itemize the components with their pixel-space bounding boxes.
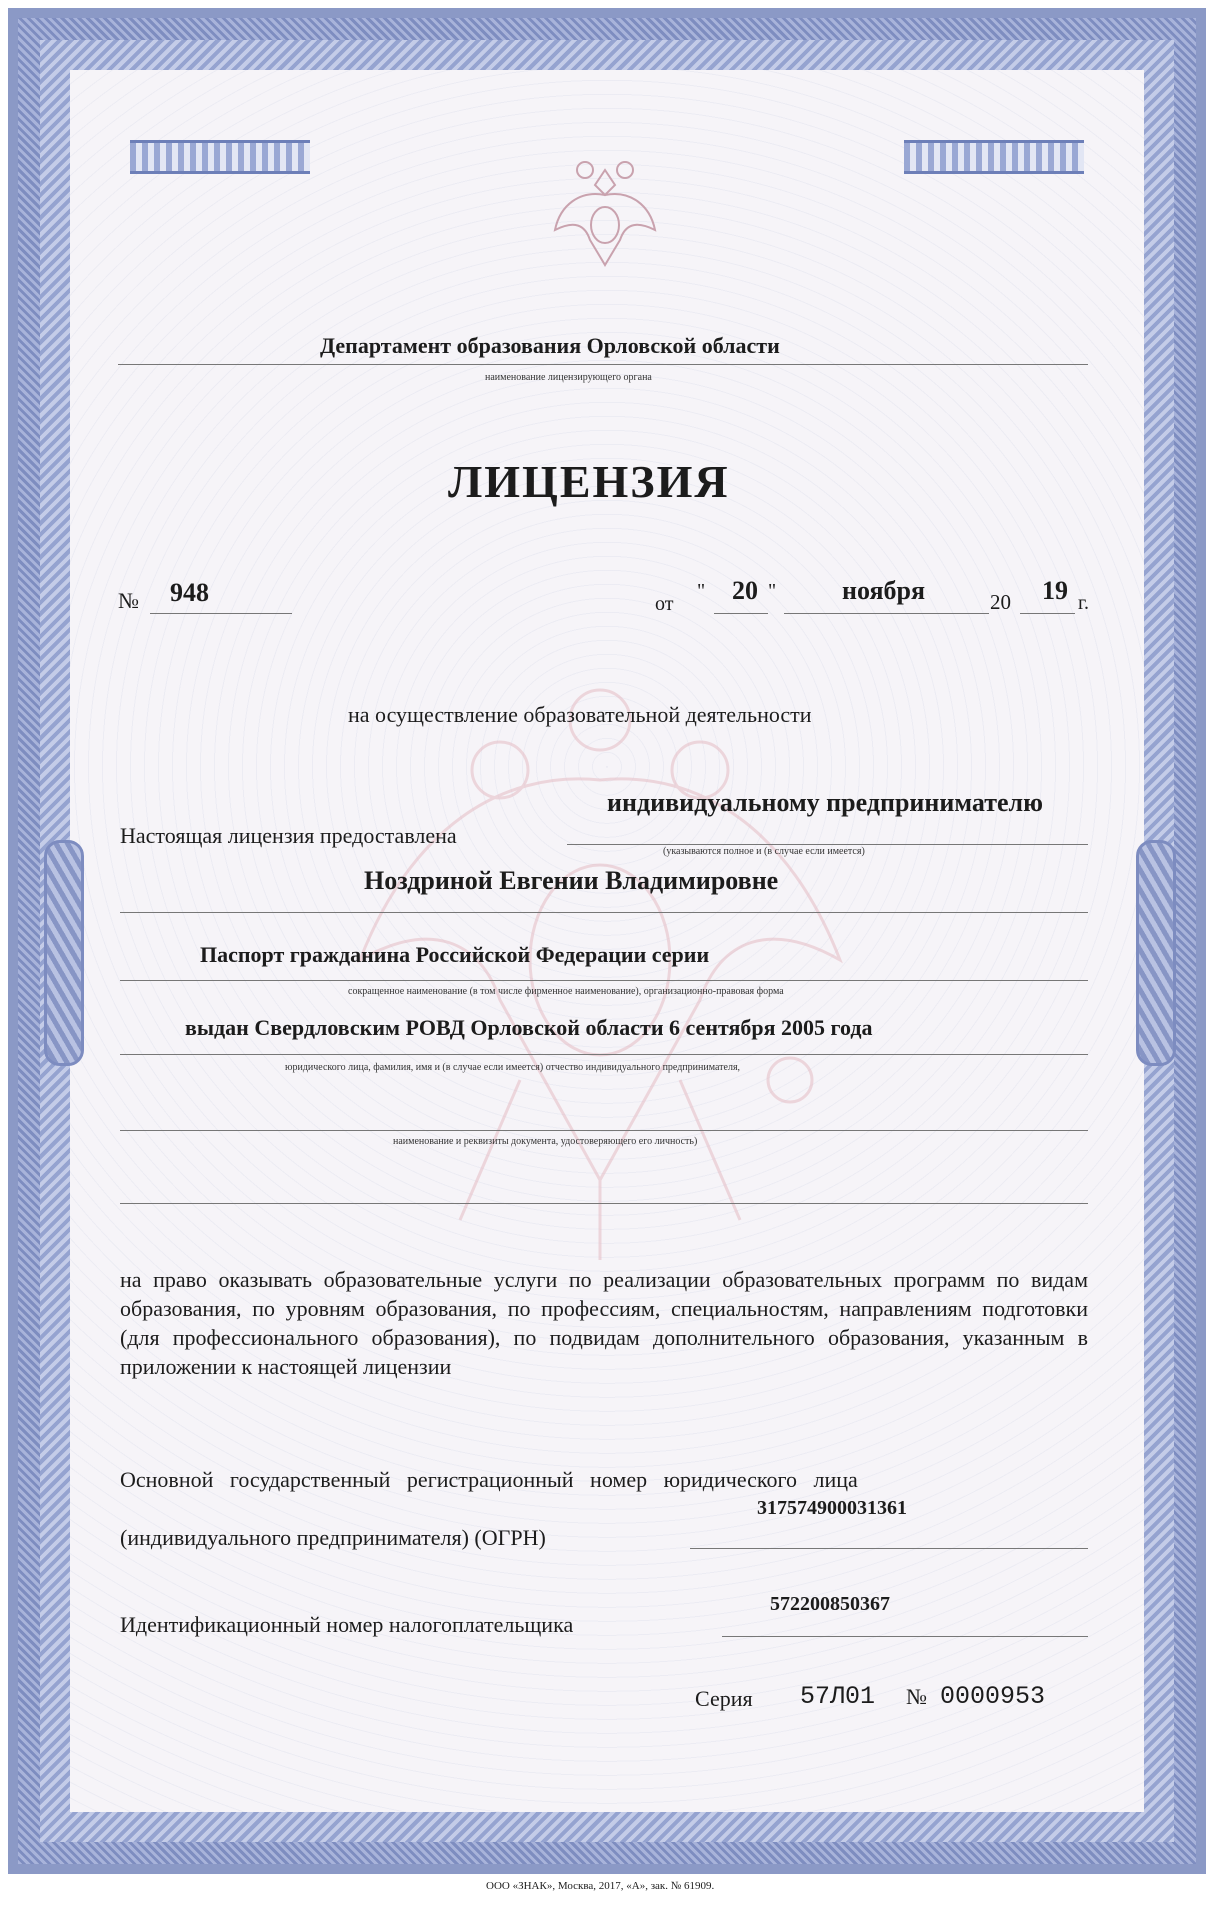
document-title: ЛИЦЕНЗИЯ (448, 456, 730, 507)
passport-underline (120, 980, 1088, 981)
date-prefix: от (655, 593, 674, 615)
activity-description: на осуществление образовательной деятельности (348, 702, 812, 727)
year-prefix: 20 (990, 590, 1011, 614)
authority-caption: наименование лицензирующего органа (485, 372, 652, 383)
coat-of-arms-watermark (320, 660, 880, 1280)
grantee-name: Ноздриной Евгении Владимировне (364, 866, 779, 895)
license-year: 19 (1042, 576, 1068, 605)
series-number: 0000953 (940, 1682, 1046, 1711)
ornament-top-right (904, 140, 1084, 174)
ogrn-underline (690, 1548, 1088, 1549)
grantee-type: индивидуальному предпринимателю (607, 788, 1043, 817)
quote-close: " (768, 580, 777, 602)
licensing-authority-name: Департамент образования Орловской области (320, 333, 780, 358)
license-number-underline (150, 613, 292, 614)
ogrn-label-line1: Основной государственный регистрационный номер юридического лица (120, 1467, 858, 1492)
inn-label: Идентификационный номер налогоплательщика (120, 1612, 574, 1637)
license-right-text: на право оказывать образовательные услуги по реализации образовательных программ по видам образования, по уровням образования, по профессиям, специальностям, направлениям подготовки (для профессионального образования), по подвидам дополнительного образования, указанным в приложении к настоящей лицензии (120, 1267, 1088, 1379)
inn-underline (722, 1636, 1088, 1637)
year-unit: г. (1078, 592, 1089, 614)
blank-line-2 (120, 1203, 1088, 1204)
authority-underline (118, 364, 1088, 365)
month-underline (784, 613, 989, 614)
series-number-sign: № (906, 1684, 927, 1709)
grantee-caption-2: сокращенное наименование (в том числе фирменное наименование), организационно-правовая форма (348, 986, 784, 997)
grantee-caption-3: юридического лица, фамилия, имя и (в случае если имеется) отчество индивидуального предпринимателя, (285, 1062, 741, 1073)
year-underline (1020, 613, 1075, 614)
ornament-left-knot (44, 840, 84, 1066)
license-day: 20 (732, 576, 758, 605)
coat-of-arms-emblem-top (540, 150, 670, 275)
ornament-top-left (130, 140, 310, 174)
grantee-type-underline (567, 844, 1088, 845)
issued-underline (120, 1054, 1088, 1055)
grantee-passport: Паспорт гражданина Российской Федерации серии (200, 942, 710, 967)
number-sign: № (118, 588, 139, 613)
printer-imprint: ООО «ЗНАК», Москва, 2017, «А», зак. № 61909. (486, 1880, 715, 1892)
license-number: 948 (170, 578, 209, 607)
ogrn-label-line2: (индивидуального предпринимателя) (ОГРН) (120, 1525, 546, 1550)
blank-line-1 (120, 1130, 1088, 1131)
license-month: ноября (842, 576, 926, 605)
series-value: 57Л01 (800, 1682, 876, 1711)
ornament-right-knot (1136, 840, 1176, 1066)
passport-issued: выдан Свердловским РОВД Орловской области 6 сентября 2005 года (185, 1015, 873, 1040)
grantee-caption-4: наименование и реквизиты документа, удостоверяющего его личность) (393, 1136, 698, 1147)
inn-value: 572200850367 (770, 1593, 890, 1615)
series-label: Серия (695, 1686, 753, 1711)
grantee-caption-1: (указываются полное и (в случае если имеется) (663, 846, 865, 857)
grantee-name-underline (120, 912, 1088, 913)
ogrn-value: 317574900031361 (757, 1497, 907, 1519)
day-underline (714, 613, 768, 614)
quote-open: " (697, 580, 706, 602)
grantee-lead: Настоящая лицензия предоставлена (120, 823, 457, 848)
